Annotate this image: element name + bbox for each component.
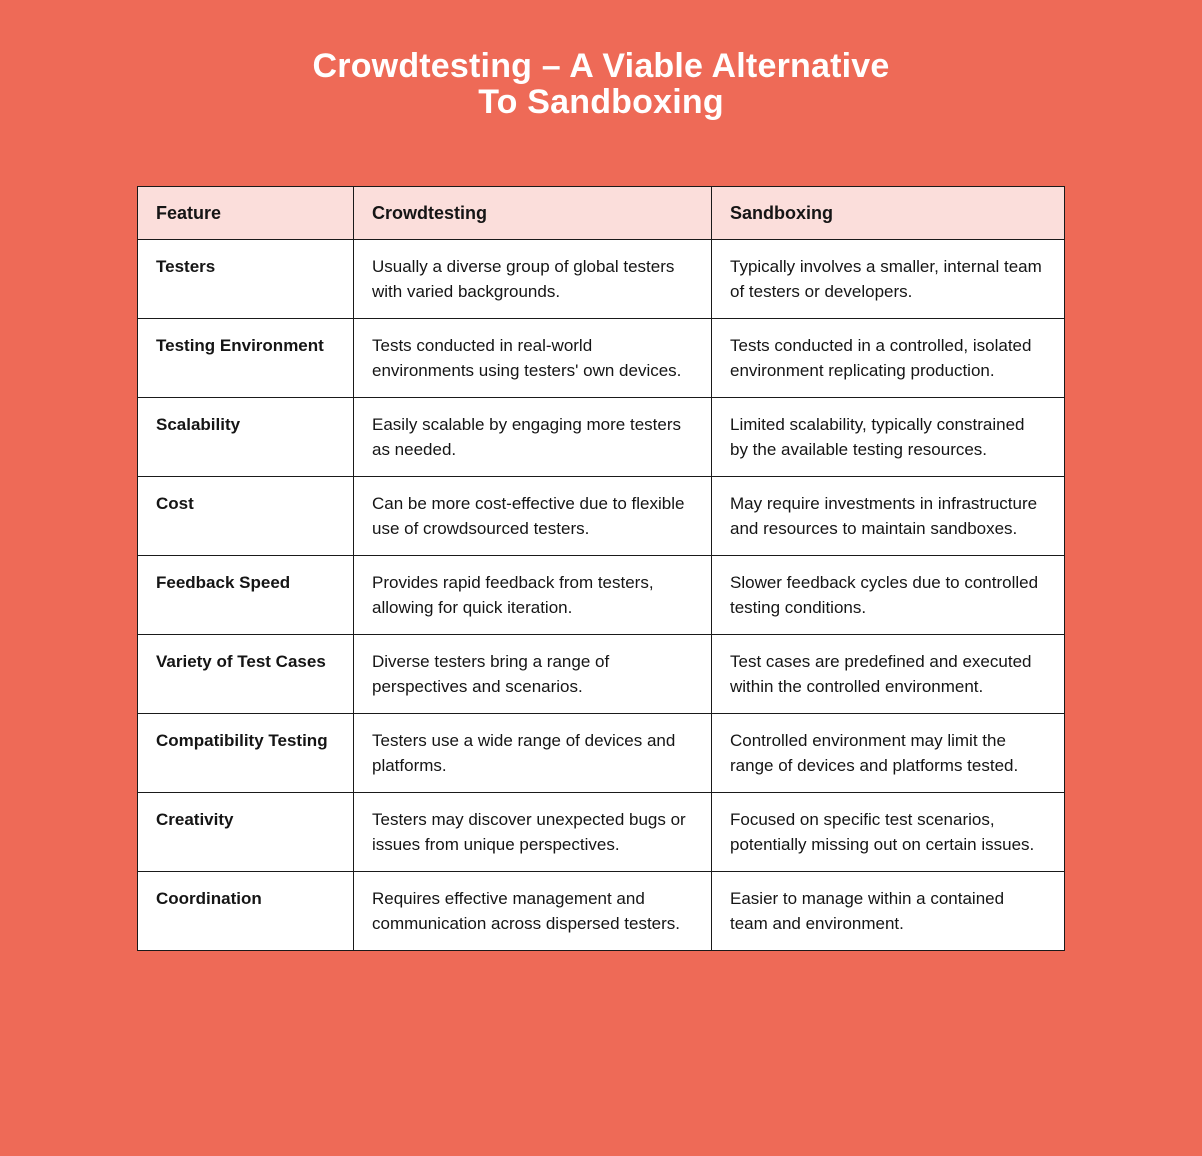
table-row [138, 556, 1065, 635]
sandboxing-cell: Controlled environment may limit the range of devices and platforms tested. [712, 714, 1065, 793]
table-row [138, 872, 1065, 951]
feature-cell: Coordination [138, 872, 354, 951]
table-row [138, 793, 1065, 872]
sandboxing-cell: Easier to manage within a contained team and environment. [712, 872, 1065, 951]
sandboxing-cell: Test cases are predefined and executed within the controlled environment. [712, 635, 1065, 714]
table-row [138, 477, 1065, 556]
sandboxing-cell: Limited scalability, typically constrained by the available testing resources. [712, 398, 1065, 477]
crowdtesting-cell: Testers use a wide range of devices and platforms. [354, 714, 712, 793]
crowdtesting-cell: Easily scalable by engaging more testers as needed. [354, 398, 712, 477]
column-header-sandboxing: Sandboxing [712, 187, 1065, 240]
table-header [138, 187, 1065, 240]
sandboxing-cell: Slower feedback cycles due to controlled testing conditions. [712, 556, 1065, 635]
table-row [138, 398, 1065, 477]
page-title [0, 0, 1202, 120]
table-row [138, 240, 1065, 319]
feature-cell: Variety of Test Cases [138, 635, 354, 714]
feature-cell: Scalability [138, 398, 354, 477]
table-body [138, 240, 1065, 951]
crowdtesting-cell: Can be more cost-effective due to flexible use of crowdsourced testers. [354, 477, 712, 556]
sandboxing-cell: May require investments in infrastructure and resources to maintain sandboxes. [712, 477, 1065, 556]
feature-cell: Cost [138, 477, 354, 556]
sandboxing-cell: Tests conducted in a controlled, isolated environment replicating production. [712, 319, 1065, 398]
comparison-table [137, 186, 1065, 951]
column-header-feature: Feature [138, 187, 354, 240]
feature-cell: Compatibility Testing [138, 714, 354, 793]
table-header-row [138, 187, 1065, 240]
crowdtesting-cell: Tests conducted in real-world environments using testers' own devices. [354, 319, 712, 398]
crowdtesting-cell: Testers may discover unexpected bugs or issues from unique perspectives. [354, 793, 712, 872]
sandboxing-cell: Focused on specific test scenarios, potentially missing out on certain issues. [712, 793, 1065, 872]
page-title-line2: To Sandboxing [478, 83, 724, 121]
feature-cell: Testers [138, 240, 354, 319]
table-row [138, 319, 1065, 398]
table-row [138, 714, 1065, 793]
column-header-crowdtesting: Crowdtesting [354, 187, 712, 240]
crowdtesting-cell: Requires effective management and communication across dispersed testers. [354, 872, 712, 951]
page-title-line1: Crowdtesting – A Viable Alternative [312, 47, 890, 85]
feature-cell: Feedback Speed [138, 556, 354, 635]
crowdtesting-cell: Diverse testers bring a range of perspectives and scenarios. [354, 635, 712, 714]
table-row [138, 635, 1065, 714]
feature-cell: Creativity [138, 793, 354, 872]
feature-cell: Testing Environment [138, 319, 354, 398]
crowdtesting-cell: Usually a diverse group of global testers with varied backgrounds. [354, 240, 712, 319]
crowdtesting-cell: Provides rapid feedback from testers, allowing for quick iteration. [354, 556, 712, 635]
sandboxing-cell: Typically involves a smaller, internal team of testers or developers. [712, 240, 1065, 319]
